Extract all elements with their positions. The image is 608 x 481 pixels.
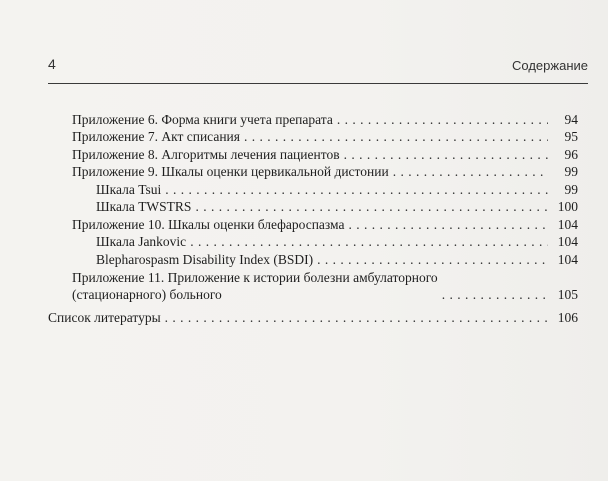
dot-leader	[317, 251, 548, 268]
toc-entry-title: Шкала TWSTRS	[96, 199, 192, 214]
toc-entry-title-line-2: (стационарного) больного	[72, 286, 222, 302]
toc-entry-page: 104	[557, 234, 578, 249]
toc-entry-page: 104	[557, 216, 578, 232]
dot-leader	[442, 286, 548, 303]
toc-entry-tsui-scale[interactable]	[48, 180, 578, 198]
toc-entry-title	[72, 269, 442, 303]
toc-entry-title: Blepharospasm Disability Index (BSDI)	[96, 251, 314, 267]
toc-entry-page: 100	[557, 199, 578, 214]
dot-leader	[165, 309, 548, 326]
toc-entry-appendix-9[interactable]	[48, 163, 578, 181]
dot-leader	[244, 128, 548, 145]
page-header	[48, 56, 588, 78]
dot-leader	[165, 181, 548, 198]
toc-entry-title: Приложение 8. Алгоритмы лечения пациентов	[72, 146, 340, 162]
toc-entry-appendix-11[interactable]	[48, 268, 578, 303]
dot-leader	[393, 163, 548, 180]
dot-leader	[195, 198, 548, 215]
dot-leader	[190, 233, 548, 250]
toc-entry-appendix-7[interactable]	[48, 128, 578, 146]
dot-leader	[349, 216, 549, 233]
toc-entry-title-line-1: Приложение 11. Приложение к истории болезни амбулаторного	[72, 269, 438, 285]
toc-entry-page: 106	[557, 310, 578, 325]
header-rule	[48, 83, 588, 84]
toc-entry-appendix-8[interactable]	[48, 145, 578, 163]
toc-entry-page: 104	[557, 251, 578, 267]
toc-entry-title: Приложение 10. Шкалы оценки блефароспазма	[72, 216, 345, 232]
toc-entry-title: Приложение 9. Шкалы оценки цервикальной дистонии	[72, 164, 389, 179]
toc-entry-page: 99	[564, 164, 578, 179]
table-of-contents	[48, 110, 578, 326]
toc-entry-title: Приложение 7. Акт списания	[72, 129, 240, 144]
section-title: Содержание	[512, 58, 588, 73]
toc-entry-title: Приложение 6. Форма книги учета препарата	[72, 111, 333, 127]
toc-entry-references[interactable]	[48, 309, 578, 327]
toc-entry-page: 96	[564, 146, 578, 162]
page-number: 4	[48, 56, 56, 72]
dot-leader	[337, 111, 548, 128]
toc-entry-title: Шкала Tsui	[96, 181, 162, 197]
toc-entry-title: Шкала Jankovic	[96, 234, 187, 249]
toc-entry-title: Список литературы	[48, 310, 161, 325]
toc-entry-page: 99	[564, 181, 578, 197]
toc-entry-appendix-10[interactable]	[48, 215, 578, 233]
toc-entry-page: 105	[557, 286, 578, 302]
dot-leader	[344, 146, 548, 163]
toc-entry-bsdi[interactable]	[48, 250, 578, 268]
toc-entry-appendix-6[interactable]	[48, 110, 578, 128]
toc-entry-page: 94	[564, 111, 578, 127]
toc-entry-jankovic-scale[interactable]	[48, 233, 578, 251]
toc-entry-twstrs-scale[interactable]	[48, 198, 578, 216]
toc-entry-page: 95	[564, 129, 578, 144]
